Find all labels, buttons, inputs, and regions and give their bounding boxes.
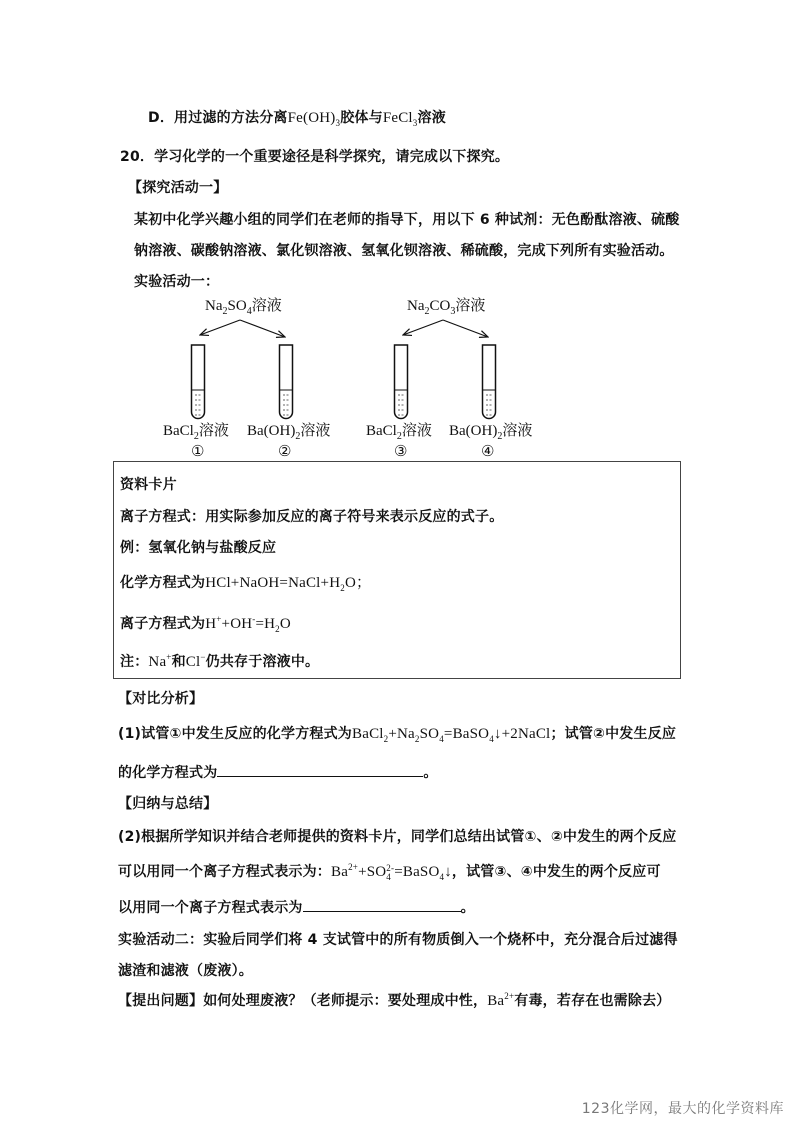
reagent-label-na2co3: $Na_2CO_3$溶液: [407, 298, 486, 317]
reagent-label-na2so4: $Na_2SO_4$溶液: [205, 298, 282, 317]
tube-label-2: $Ba(OH)_2$溶液: [247, 423, 331, 442]
summary-heading: 【归纳与总结】: [118, 796, 218, 812]
tube-number-3: ③: [394, 444, 408, 460]
test-tube-diagram: [150, 290, 550, 460]
answer-blank-1[interactable]: [217, 762, 423, 777]
tube-label-1: BaCl$_2$溶液: [163, 423, 229, 442]
tube-label-4: $Ba(OH)_2$溶液: [449, 423, 533, 442]
equation-bacl2-na2so4: $BaCl_2+Na_2SO_4=BaSO_4↓+2NaCl$: [352, 726, 551, 744]
arrow-to-tube-2: [240, 320, 285, 337]
activity2-line1: 实验活动二：实验后同学们将 4 支试管中的所有物质倒入一个烧杯中，充分混合后过滤得: [118, 932, 678, 948]
question-1-line1: (1)试管①中发生反应的化学方程式为$BaCl_2+Na_2SO_4=BaSO_4↓+2NaCl$；试管②中发生反应: [118, 726, 677, 744]
option-d: D．用过滤的方法分离$Fe(OH)_3$胶体与FeCl$_3$溶液: [148, 110, 446, 128]
experiment1-label: 实验活动一：: [134, 274, 220, 290]
arrow-to-tube-1: [200, 320, 240, 335]
footer-watermark: 123化学网，最大的化学资料库: [581, 1101, 784, 1117]
card-definition: 离子方程式：用实际参加反应的离子符号来表示反应的式子。: [120, 509, 504, 525]
option-d-label: D．: [148, 110, 175, 126]
info-card: [113, 461, 681, 679]
card-ionic-equation: 离子方程式为$H^++OH^-=H_2O$: [120, 614, 291, 634]
activity1-intro-line2: 钠溶液、碳酸钠溶液、氯化钡溶液、氢氧化钡溶液、稀硫酸，完成下列所有实验活动。: [134, 243, 674, 259]
question-1-line2: 的化学方程式为 。: [118, 762, 438, 782]
answer-blank-2[interactable]: [303, 897, 461, 912]
formula-fe-oh-3: $Fe(OH)_3$: [287, 110, 341, 128]
tube-number-4: ④: [481, 444, 495, 460]
activity1-intro-line1: 某初中化学兴趣小组的同学们在老师的指导下，用以下 6 种试剂：无色酚酞溶液、硫酸: [134, 212, 680, 228]
tube-number-2: ②: [278, 444, 292, 460]
tube-number-1: ①: [191, 444, 205, 460]
arrow-to-tube-4: [443, 320, 488, 337]
card-chemical-equation: 化学方程式为$HCl+NaOH=NaCl+H_2O$；: [120, 575, 372, 593]
tube-label-3: BaCl$_2$溶液: [366, 423, 432, 442]
activity2-line2: 滤渣和滤液（废液）。: [118, 963, 253, 979]
test-tube-2: [280, 345, 293, 419]
analysis-heading: 【对比分析】: [118, 691, 204, 707]
test-tube-4: [483, 345, 496, 419]
problem-statement: 【提出问题】如何处理废液？（老师提示：要处理成中性，$Ba^{2+}$有毒，若存在也需除去）: [118, 991, 671, 1009]
test-tube-3: [395, 345, 408, 419]
card-title: 资料卡片: [120, 477, 177, 493]
arrow-to-tube-3: [403, 320, 443, 335]
question-2-line2: 可以用同一个离子方程式表示为：$Ba^{2+}+SO$ 2- 4 =BaSO$_4$↓，试管③、④中发生的两个反应可: [118, 862, 661, 882]
card-note: 注：Na+和Cl−仍共存于溶液中。: [120, 652, 320, 670]
test-tube-1: [192, 345, 205, 419]
question-2-line1: (2)根据所学知识并结合老师提供的资料卡片，同学们总结出试管①、②中发生的两个反应: [118, 829, 677, 845]
card-example: 例：氢氧化钠与盐酸反应: [120, 540, 277, 556]
question-20-stem: 20．学习化学的一个重要途径是科学探究，请完成以下探究。: [120, 149, 510, 165]
formula-fecl3: FeCl$_3$: [382, 110, 418, 128]
ionic-equation-baso4: $Ba^{2+}+SO$ 2- 4 =BaSO$_4$↓: [331, 862, 452, 882]
question-number: 20．: [120, 149, 155, 165]
activity1-heading: 【探究活动一】: [128, 180, 228, 196]
question-2-line3: 以用同一个离子方程式表示为 。: [118, 897, 475, 917]
